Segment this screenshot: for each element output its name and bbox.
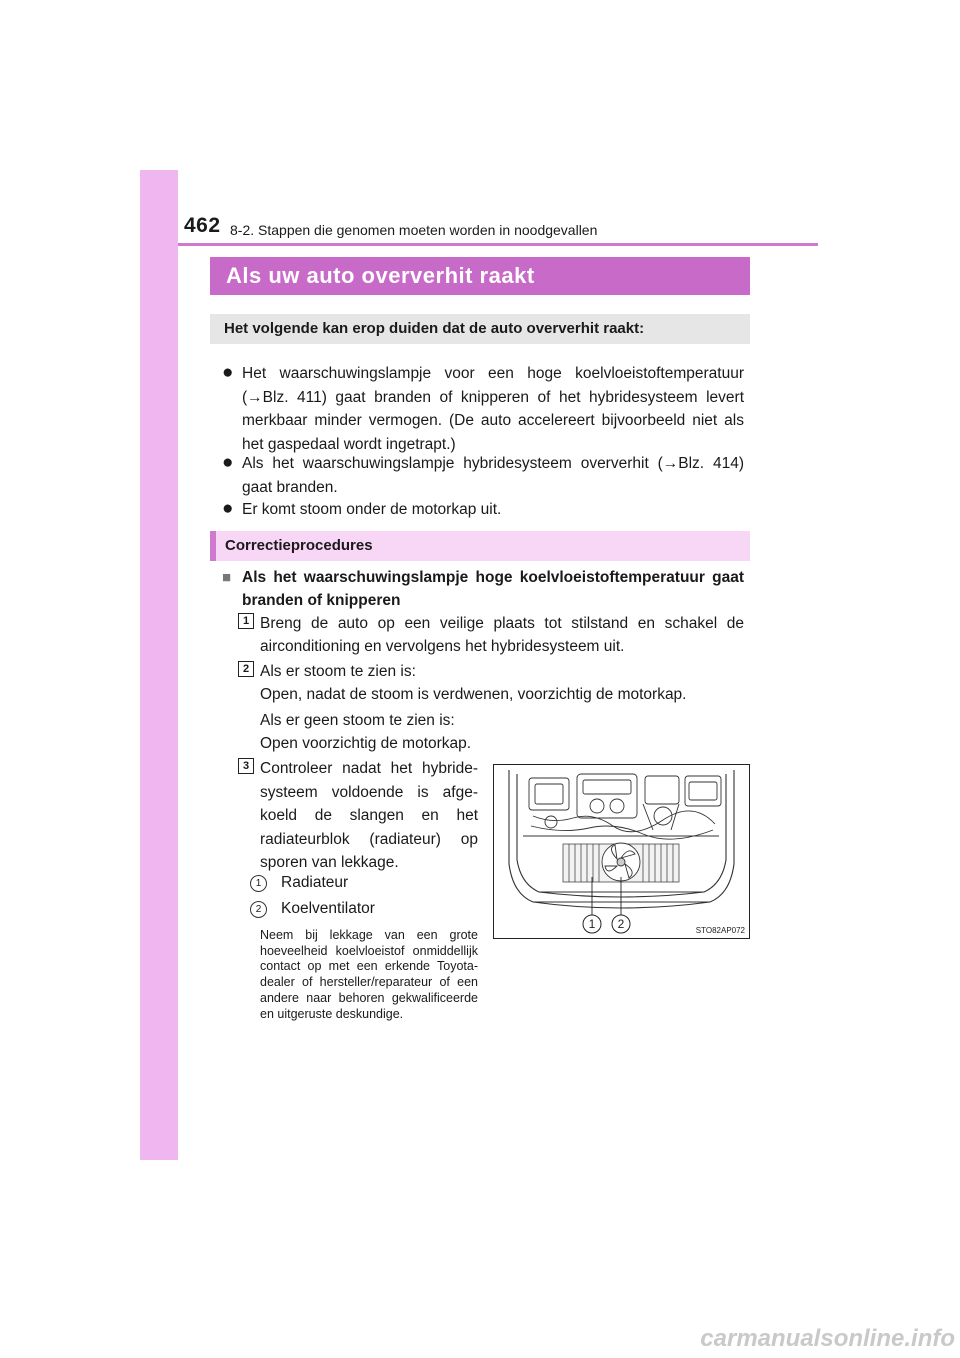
bullet-icon: ●	[222, 452, 234, 473]
step-2-line-3: Als er geen stoom te zien is:	[260, 712, 455, 729]
step-number-3: 3	[238, 758, 254, 774]
step-2-line-2: Open, nadat de stoom is verdwenen, voorzichtig de motorkap.	[260, 686, 687, 703]
legend-label-radiateur: Radiateur	[281, 874, 349, 891]
step-3-text: Controleer nadat het hybridesysteem voldoende is afgekoeld de slangen en het radiateurblok (radiateur) op sporen van lekkage.	[260, 760, 478, 871]
section-title: Als uw auto oververhit raakt	[226, 263, 535, 288]
list-item-text: Er komt stoom onder de motorkap uit.	[242, 501, 502, 518]
page-number: 462	[184, 214, 221, 237]
bullet-icon: ●	[222, 362, 234, 383]
section-title-bar	[210, 257, 750, 295]
step-number-2: 2	[238, 661, 254, 677]
list-item-text: Het waarschuwingslampje voor een hoge koelvloeistoftemperatuur (→Blz. 411) gaat branden of knipperen of het hybridesysteem levert merkbaar minder vermogen. (De auto accelereert bijvoorbeeld niet als het gaspedaal wordt ingetrapt.)	[242, 365, 744, 453]
legend-label-koelventilator: Koelventilator	[281, 900, 375, 917]
procedure-subheading-text: Als het waarschuwingslampje hoge koelvloeistoftemperatuur gaat branden of knipperen	[242, 569, 744, 609]
watermark: carmanualsonline.info	[700, 1325, 955, 1352]
chapter-sidebar-tab	[140, 170, 178, 1160]
procedures-heading-bar	[210, 531, 750, 561]
bullet-icon: ●	[222, 498, 234, 519]
signs-heading: Het volgende kan erop duiden dat de auto oververhit raakt:	[224, 320, 645, 337]
step-2-line-4: Open voorzichtig de motorkap.	[260, 735, 472, 752]
legend-number-2: 2	[250, 901, 267, 918]
cooling-fan	[602, 843, 640, 881]
figure-code: STO82AP072	[695, 926, 745, 935]
procedures-heading: Correctieprocedures	[225, 537, 373, 554]
header-rule	[178, 243, 818, 246]
list-item-text: Als het waarschuwingslampje hybridesysteem oververhit (→Blz. 414) gaat branden.	[242, 455, 744, 496]
step-number-1: 1	[238, 613, 254, 629]
square-bullet-icon: ■	[222, 569, 232, 586]
step-1-text: Breng de auto op een veilige plaats tot stilstand en schakel de airconditioning en vervolgens het hybridesysteem uit.	[260, 615, 744, 655]
chapter-title: 8-2. Stappen die genomen moeten worden in noodgevallen	[230, 222, 598, 238]
leak-note: Neem bij lekkage van een grote hoeveelheid koelvloeistof onmiddellijk contact op met een erkende Toyota-dealer of hersteller/reparateur of een andere naar behoren gekwalificeerde en uitgeruste deskundige.	[260, 928, 478, 1021]
step-2-line-1: Als er stoom te zien is:	[260, 663, 416, 680]
callout-2-label: 2	[617, 917, 625, 931]
signs-heading-bar	[210, 314, 750, 344]
engine-bay-illustration	[493, 764, 750, 939]
callout-1-label: 1	[588, 917, 596, 931]
legend-number-1: 1	[250, 875, 267, 892]
